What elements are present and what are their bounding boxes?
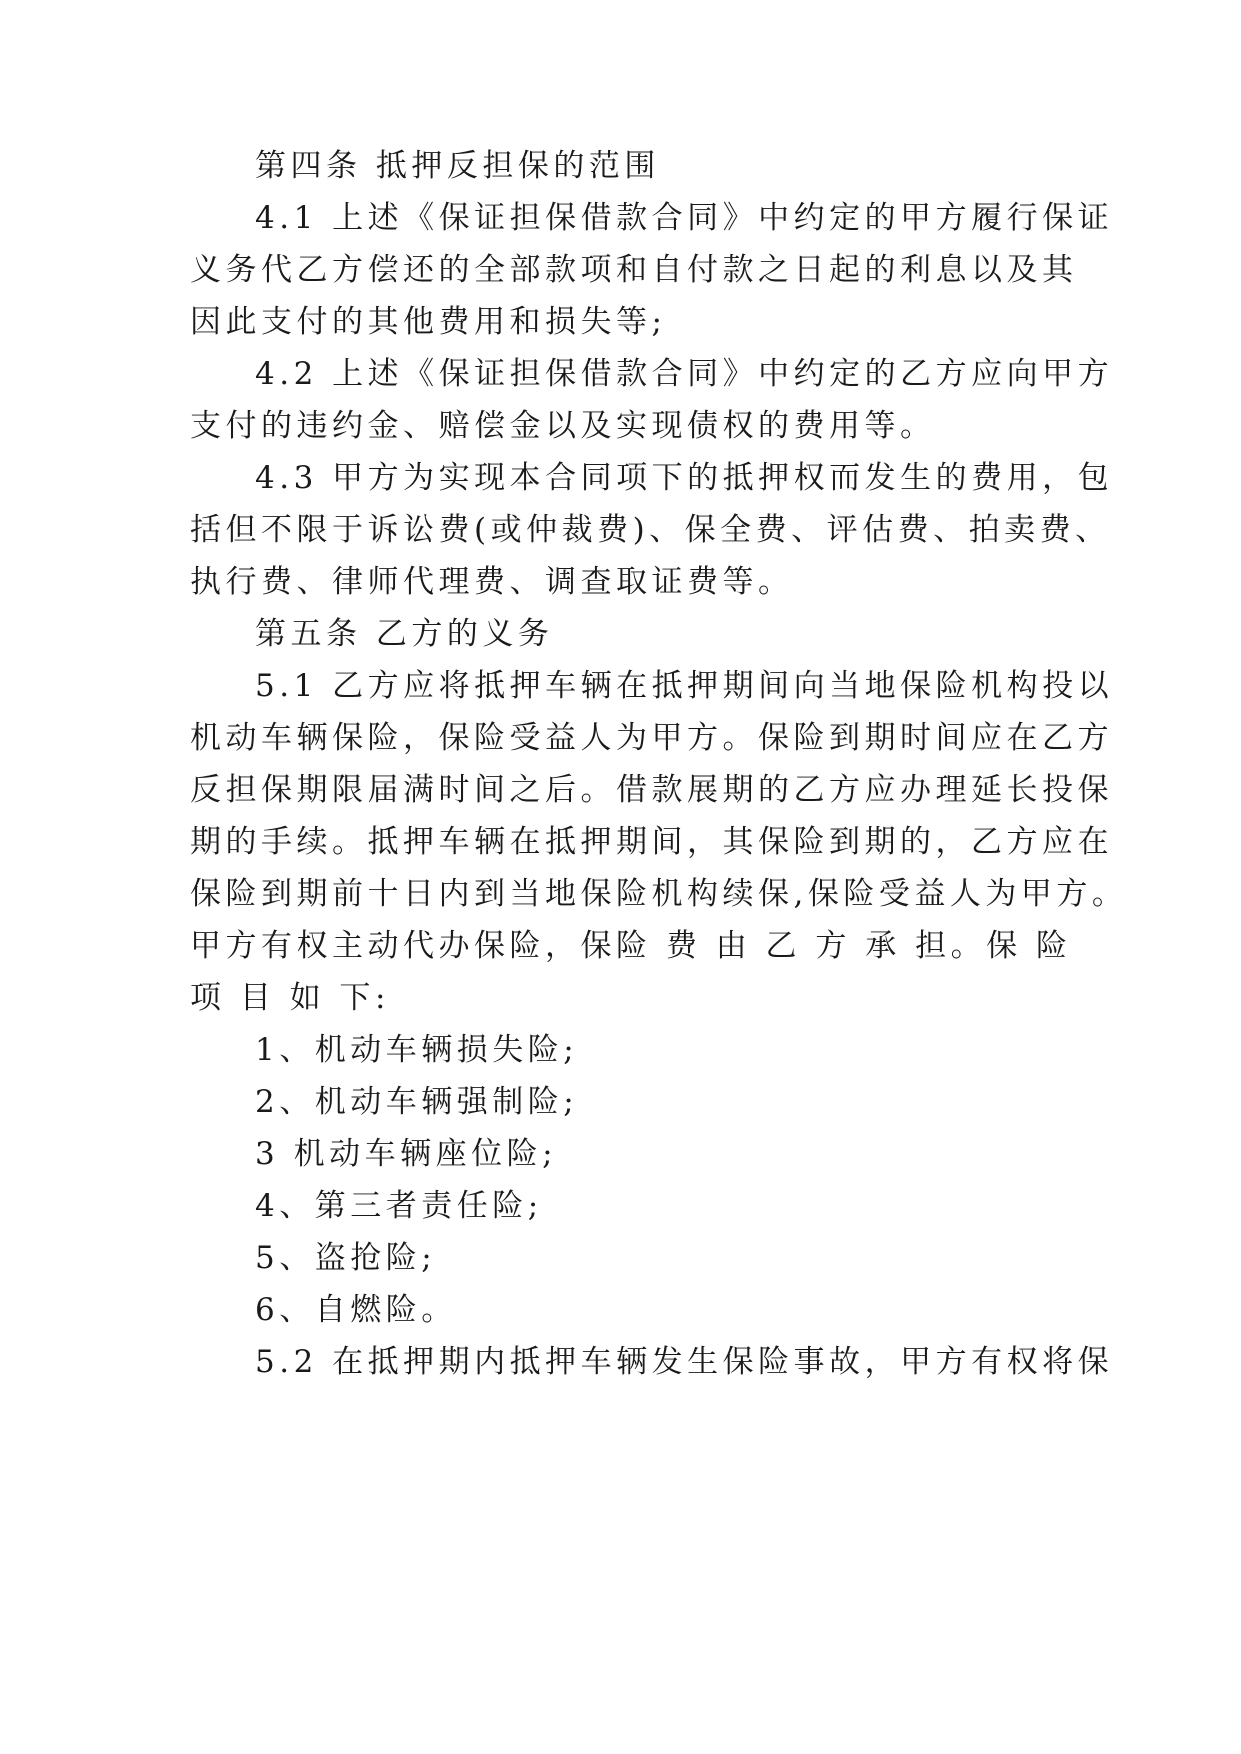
clause-4-3-line-3: 执行费、律师代理费、调查取证费等。 — [190, 564, 794, 600]
clause-4-1-line-3: 因此支付的其他费用和损失等; — [190, 304, 667, 340]
insurance-item-6: 6、自燃险。 — [255, 1292, 457, 1328]
clause-4-1-line-1: 4.1 上述《保证担保借款合同》中约定的甲方履行保证 — [255, 200, 1114, 236]
article-4-heading: 第四条 抵押反担保的范围 — [255, 148, 660, 184]
insurance-item-2: 2、机动车辆强制险; — [255, 1084, 579, 1120]
clause-5-1-line-3: 反担保期限届满时间之后。借款展期的乙方应办理延长投保 — [190, 772, 1113, 808]
insurance-item-1: 1、机动车辆损失险; — [255, 1032, 579, 1068]
insurance-item-4: 4、第三者责任险; — [255, 1188, 543, 1224]
clause-4-2-line-2: 支付的违约金、赔偿金以及实现债权的费用等。 — [190, 408, 936, 444]
article-5-heading: 第五条 乙方的义务 — [255, 616, 554, 652]
clause-4-2-line-1: 4.2 上述《保证担保借款合同》中约定的乙方应向甲方 — [255, 356, 1114, 392]
clause-5-1-line-1: 5.1 乙方应将抵押车辆在抵押期间向当地保险机构投以 — [255, 668, 1114, 704]
insurance-item-3: 3 机动车辆座位险; — [255, 1136, 558, 1172]
insurance-item-5: 5、盗抢险; — [255, 1240, 437, 1276]
clause-4-3-line-2: 括但不限于诉讼费(或仲裁费)、保全费、评估费、拍卖费、 — [190, 512, 1111, 548]
clause-4-3-line-1: 4.3 甲方为实现本合同项下的抵押权而发生的费用，包 — [255, 460, 1114, 496]
clause-5-1-line-2: 机动车辆保险，保险受益人为甲方。保险到期时间应在乙方 — [190, 720, 1113, 756]
clause-5-1-line-5: 保险到期前十日内到当地保险机构续保,保险受益人为甲方。 — [190, 876, 1128, 912]
clause-4-1-line-2: 义务代乙方偿还的全部款项和自付款之日起的利息以及其 — [190, 252, 1078, 288]
clause-5-1-line-7: 项 目 如 下: — [190, 980, 391, 1016]
clause-5-1-line-6: 甲方有权主动代办保险，保险 费 由 乙 方 承 担。保 险 — [190, 928, 1072, 964]
clause-5-2-line-1: 5.2 在抵押期内抵押车辆发生保险事故，甲方有权将保 — [255, 1344, 1114, 1380]
clause-5-1-line-4: 期的手续。抵押车辆在抵押期间，其保险到期的，乙方应在 — [190, 824, 1113, 860]
